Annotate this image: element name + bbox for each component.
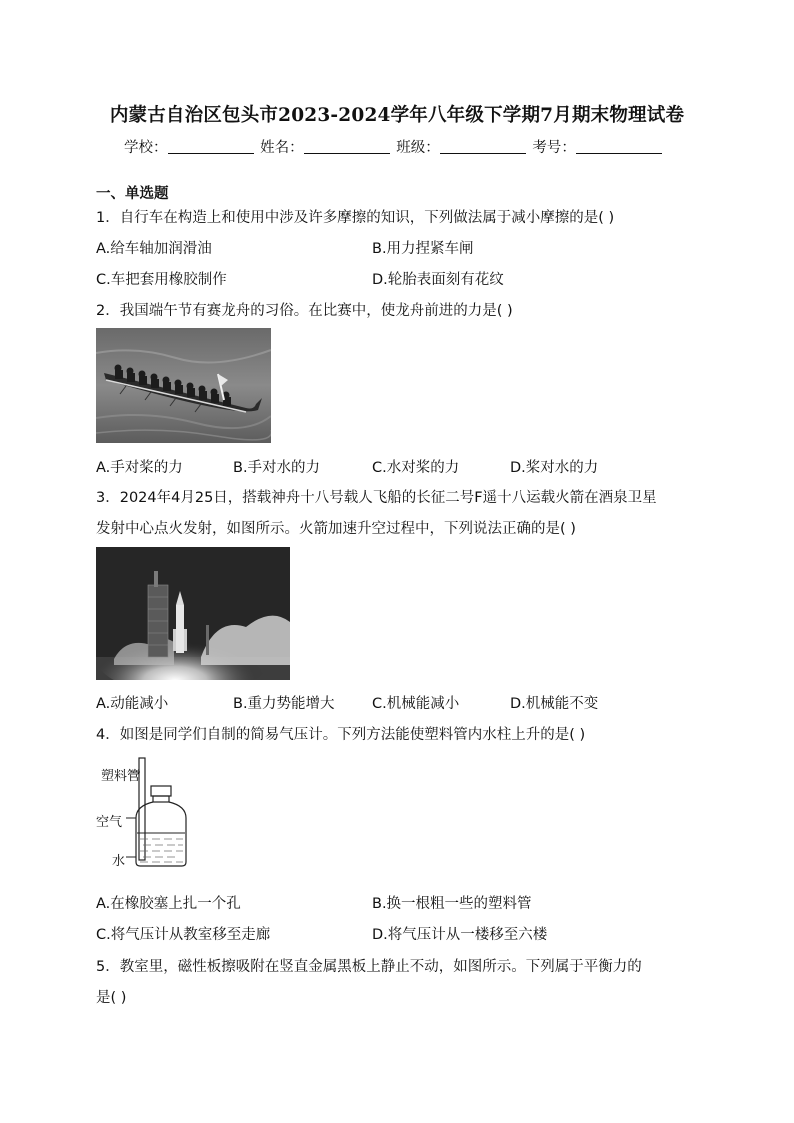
- rocket-launch-photo: [96, 547, 290, 680]
- exam-title: 内蒙古自治区包头市2023-2024学年八年级下学期7月期末物理试卷: [109, 105, 685, 126]
- section-heading: 一、单选题: [96, 186, 169, 202]
- q3-stem-line1: 3．2024年4月25日，搭载神舟十八号载人飞船的长征二号F遥十八运载火箭在酒泉卫星: [96, 490, 657, 506]
- q5-stem-line1: 5．教室里，磁性板擦吸附在竖直金属黑板上静止不动，如图所示。下列属于平衡力的: [96, 959, 642, 975]
- school-label: 学校：: [124, 140, 168, 156]
- q4-option-d: D.将气压计从一楼移至六楼: [372, 927, 548, 943]
- fig-label-air: 空气: [96, 815, 123, 830]
- fig-label-tube: 塑料管: [101, 769, 141, 784]
- q1-option-d: D.轮胎表面刻有花纹: [372, 272, 504, 288]
- class-label: 班级：: [396, 140, 440, 156]
- name-blank[interactable]: [304, 139, 390, 154]
- q2-option-b: B.手对水的力: [233, 460, 321, 476]
- q4-stem: 4．如图是同学们自制的简易气压计。下列方法能使塑料管内水柱上升的是( ): [96, 727, 586, 743]
- exam-number-label: 考号：: [532, 140, 576, 156]
- q4-option-a: A.在橡胶塞上扎一个孔: [96, 896, 241, 912]
- q3-stem-line2: 发射中心点火发射，如图所示。火箭加速升空过程中，下列说法正确的是( ): [96, 521, 576, 537]
- q2-option-c: C.水对桨的力: [372, 460, 460, 476]
- q1-option-a: A.给车轴加润滑油: [96, 241, 212, 257]
- class-blank[interactable]: [440, 139, 526, 154]
- school-blank[interactable]: [168, 139, 254, 154]
- q2-stem: 2．我国端午节有赛龙舟的习俗。在比赛中，使龙舟前进的力是( ): [96, 303, 513, 319]
- exam-number-blank[interactable]: [576, 139, 662, 154]
- q3-option-c: C.机械能减小: [372, 696, 460, 712]
- q4-option-c: C.将气压计从教室移至走廊: [96, 927, 271, 943]
- dragon-boat-photo: [96, 328, 271, 443]
- q1-option-b: B.用力捏紧车闸: [372, 241, 474, 257]
- q3-option-d: D.机械能不变: [510, 696, 599, 712]
- q4-option-b: B.换一根粗一些的塑料管: [372, 896, 532, 912]
- q1-option-c: C.车把套用橡胶制作: [96, 272, 227, 288]
- student-info-row: [124, 136, 664, 157]
- q2-option-a: A.手对桨的力: [96, 460, 183, 476]
- name-label: 姓名：: [260, 140, 304, 156]
- q1-stem: 1．自行车在构造上和使用中涉及许多摩擦的知识，下列做法属于减小摩擦的是( ): [96, 210, 615, 226]
- q5-stem-line2: 是( ): [96, 990, 127, 1006]
- fig-label-water: 水: [112, 854, 126, 869]
- q3-option-a: A.动能减小: [96, 696, 169, 712]
- q3-option-b: B.重力势能增大: [233, 696, 335, 712]
- q2-option-d: D.桨对水的力: [510, 460, 599, 476]
